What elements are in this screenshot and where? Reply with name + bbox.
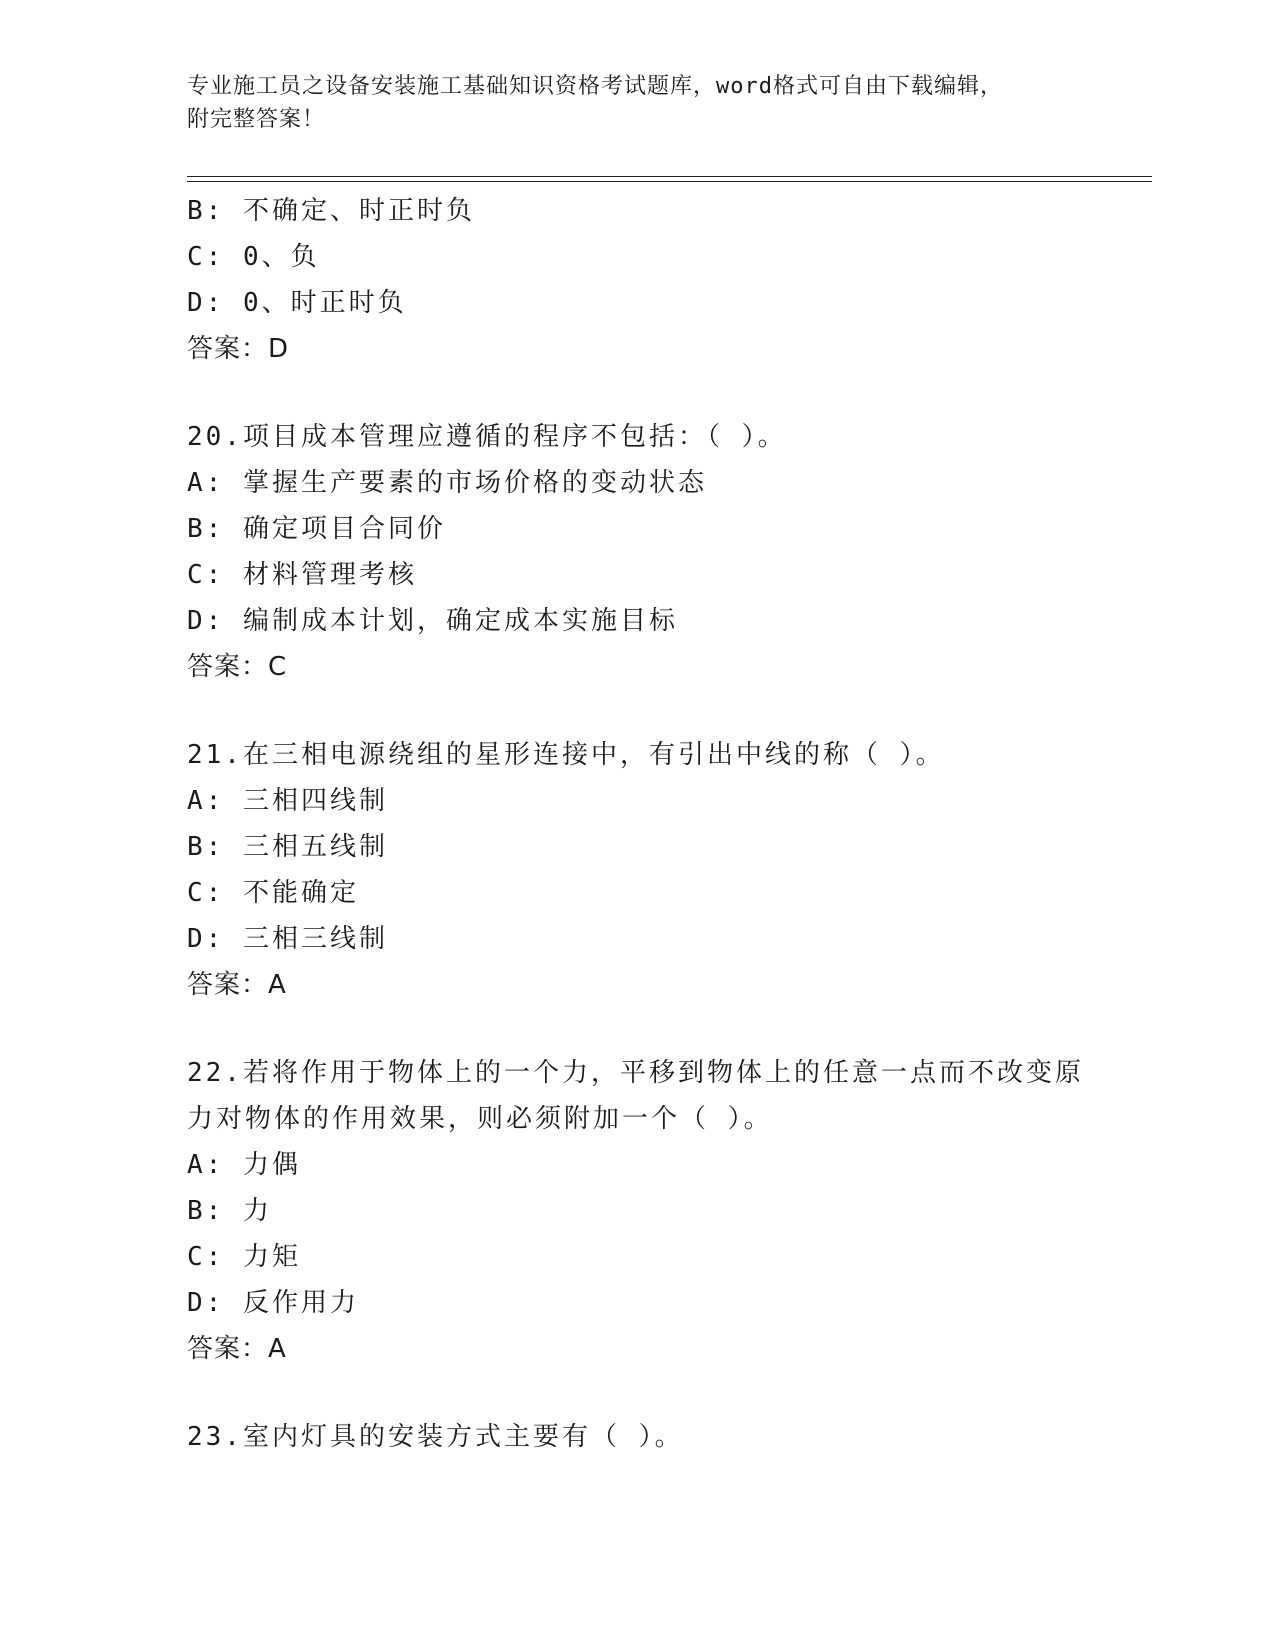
option-b: B: 力 bbox=[187, 1196, 272, 1226]
question-list bbox=[187, 188, 1087, 1460]
answer-line: 答案：A bbox=[187, 970, 287, 1000]
question-stem: 23.室内灯具的安装方式主要有（ ）。 bbox=[187, 1422, 684, 1452]
answer-line: 答案：A bbox=[187, 1334, 287, 1364]
question-stem: 20.项目成本管理应遵循的程序不包括：（ ）。 bbox=[187, 422, 787, 452]
question-stem-line-1: 22.若将作用于物体上的一个力，平移到物体上的任意一点而不改变原 bbox=[187, 1058, 1084, 1088]
option-d: D: 三相三线制 bbox=[187, 924, 388, 954]
option-d: D: 0、时正时负 bbox=[187, 288, 407, 318]
option-b: B: 确定项目合同价 bbox=[187, 514, 446, 544]
option-a: A: 掌握生产要素的市场价格的变动状态 bbox=[187, 468, 707, 498]
header-divider-top bbox=[187, 176, 1152, 177]
option-a: A: 三相四线制 bbox=[187, 786, 388, 816]
question-block-21 bbox=[187, 732, 1087, 1008]
option-c: C: 0、负 bbox=[187, 242, 320, 272]
question-block-22 bbox=[187, 1050, 1087, 1372]
question-block-19-continued bbox=[187, 188, 1087, 372]
option-b: B: 三相五线制 bbox=[187, 832, 388, 862]
option-b: B: 不确定、时正时负 bbox=[187, 196, 475, 226]
question-block-20 bbox=[187, 414, 1087, 690]
answer-line: 答案：D bbox=[187, 334, 290, 364]
document-header bbox=[187, 70, 1067, 136]
option-d: D: 反作用力 bbox=[187, 1288, 359, 1318]
question-stem-line-2: 力对物体的作用效果，则必须附加一个（ ）。 bbox=[187, 1104, 773, 1134]
option-c: C: 力矩 bbox=[187, 1242, 301, 1272]
option-c: C: 材料管理考核 bbox=[187, 560, 417, 590]
question-block-23 bbox=[187, 1414, 1087, 1460]
question-stem: 21.在三相电源绕组的星形连接中，有引出中线的称（ ）。 bbox=[187, 740, 945, 770]
header-title-line-1: 专业施工员之设备安装施工基础知识资格考试题库，word格式可自由下载编辑， bbox=[187, 74, 1003, 99]
option-c: C: 不能确定 bbox=[187, 878, 359, 908]
header-title-line-2: 附完整答案！ bbox=[187, 107, 326, 132]
header-divider-bottom bbox=[187, 181, 1152, 182]
option-a: A: 力偶 bbox=[187, 1150, 301, 1180]
option-d: D: 编制成本计划，确定成本实施目标 bbox=[187, 606, 678, 636]
answer-line: 答案：C bbox=[187, 652, 288, 682]
